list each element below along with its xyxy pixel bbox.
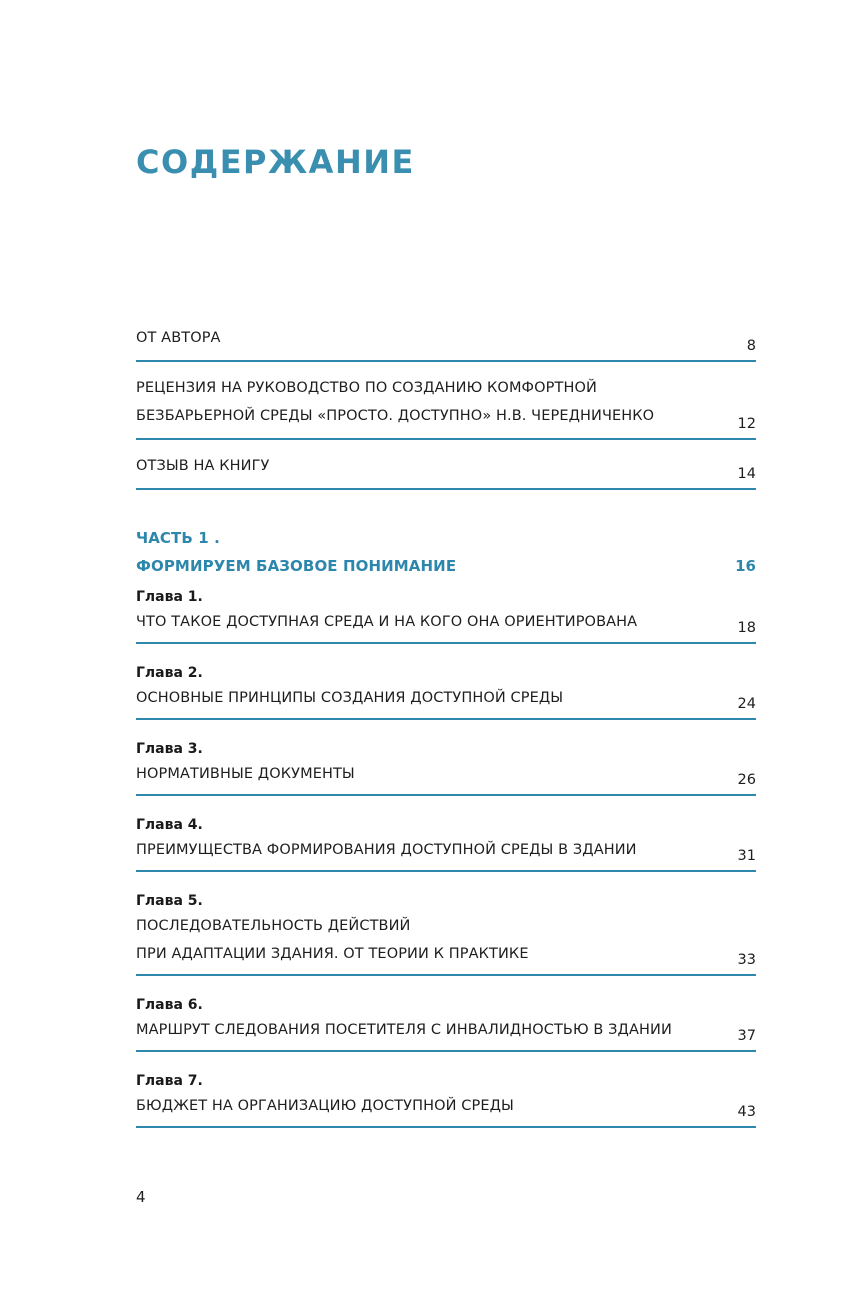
chapter-title: БЮДЖЕТ НА ОРГАНИЗАЦИЮ ДОСТУПНОЙ СРЕДЫ xyxy=(136,1098,514,1114)
table-of-contents xyxy=(136,324,756,1142)
divider xyxy=(136,974,756,976)
chapter-label: Глава 5. xyxy=(136,893,203,909)
chapter-label: Глава 2. xyxy=(136,665,203,681)
toc-chapter-6[interactable] xyxy=(136,990,756,1050)
toc-entry-book-review[interactable] xyxy=(136,450,756,488)
entry-title-line-2: БЕЗБАРЬЕРНОЙ СРЕДЫ «ПРОСТО. ДОСТУПНО» Н.В. ЧЕРЕДНИЧЕНКО xyxy=(136,408,655,424)
divider xyxy=(136,438,756,440)
divider xyxy=(136,1126,756,1128)
part-label: ЧАСТЬ 1 . xyxy=(136,529,220,547)
divider xyxy=(136,794,756,796)
toc-entry-from-author[interactable] xyxy=(136,324,756,360)
entry-page-number: 14 xyxy=(737,466,756,482)
chapter-page-number: 37 xyxy=(737,1028,756,1044)
chapter-page-number: 26 xyxy=(737,772,756,788)
divider xyxy=(136,1050,756,1052)
chapter-title-line-2: ПРИ АДАПТАЦИИ ЗДАНИЯ. ОТ ТЕОРИИ К ПРАКТИКЕ xyxy=(136,946,529,962)
entry-title: ОТ АВТОРА xyxy=(136,330,221,346)
chapter-title: ОСНОВНЫЕ ПРИНЦИПЫ СОЗДАНИЯ ДОСТУПНОЙ СРЕДЫ xyxy=(136,690,564,706)
toc-chapter-1[interactable] xyxy=(136,580,756,642)
chapter-page-number: 33 xyxy=(737,952,756,968)
chapter-title: НОРМАТИВНЫЕ ДОКУМЕНТЫ xyxy=(136,766,355,782)
toc-chapter-4[interactable] xyxy=(136,810,756,870)
chapter-page-number: 24 xyxy=(737,696,756,712)
chapter-title-line-1: ПОСЛЕДОВАТЕЛЬНОСТЬ ДЕЙСТВИЙ xyxy=(136,918,411,934)
chapter-label: Глава 3. xyxy=(136,741,203,757)
chapter-page-number: 18 xyxy=(737,620,756,636)
divider xyxy=(136,360,756,362)
chapter-title: МАРШРУТ СЛЕДОВАНИЯ ПОСЕТИТЕЛЯ С ИНВАЛИДНОСТЬЮ В ЗДАНИИ xyxy=(136,1022,672,1038)
toc-chapter-7[interactable] xyxy=(136,1066,756,1126)
entry-title: ОТЗЫВ НА КНИГУ xyxy=(136,458,270,474)
front-matter xyxy=(136,324,756,490)
divider xyxy=(136,718,756,720)
chapter-page-number: 31 xyxy=(737,848,756,864)
toc-chapter-3[interactable] xyxy=(136,734,756,794)
entry-title-line-1: РЕЦЕНЗИЯ НА РУКОВОДСТВО ПО СОЗДАНИЮ КОМФОРТНОЙ xyxy=(136,380,597,396)
chapter-label: Глава 4. xyxy=(136,817,203,833)
part-title: ФОРМИРУЕМ БАЗОВОЕ ПОНИМАНИЕ xyxy=(136,557,457,575)
chapter-title: ЧТО ТАКОЕ ДОСТУПНАЯ СРЕДА И НА КОГО ОНА ОРИЕНТИРОВАНА xyxy=(136,614,638,630)
page-title: СОДЕРЖАНИЕ xyxy=(136,143,415,181)
page-folio: 4 xyxy=(136,1188,146,1206)
toc-part-1[interactable] xyxy=(136,524,756,580)
chapter-title: ПРЕИМУЩЕСТВА ФОРМИРОВАНИЯ ДОСТУПНОЙ СРЕДЫ В ЗДАНИИ xyxy=(136,842,637,858)
entry-page-number: 8 xyxy=(746,338,756,354)
divider xyxy=(136,870,756,872)
divider xyxy=(136,642,756,644)
chapter-page-number: 43 xyxy=(737,1104,756,1120)
toc-chapter-5[interactable] xyxy=(136,886,756,974)
part-page-number: 16 xyxy=(735,557,756,575)
entry-page-number: 12 xyxy=(737,416,756,432)
chapter-label: Глава 7. xyxy=(136,1073,203,1089)
chapter-list xyxy=(136,580,756,1128)
chapter-label: Глава 1. xyxy=(136,589,203,605)
toc-entry-review[interactable] xyxy=(136,372,756,438)
chapter-label: Глава 6. xyxy=(136,997,203,1013)
divider xyxy=(136,488,756,490)
toc-chapter-2[interactable] xyxy=(136,658,756,718)
